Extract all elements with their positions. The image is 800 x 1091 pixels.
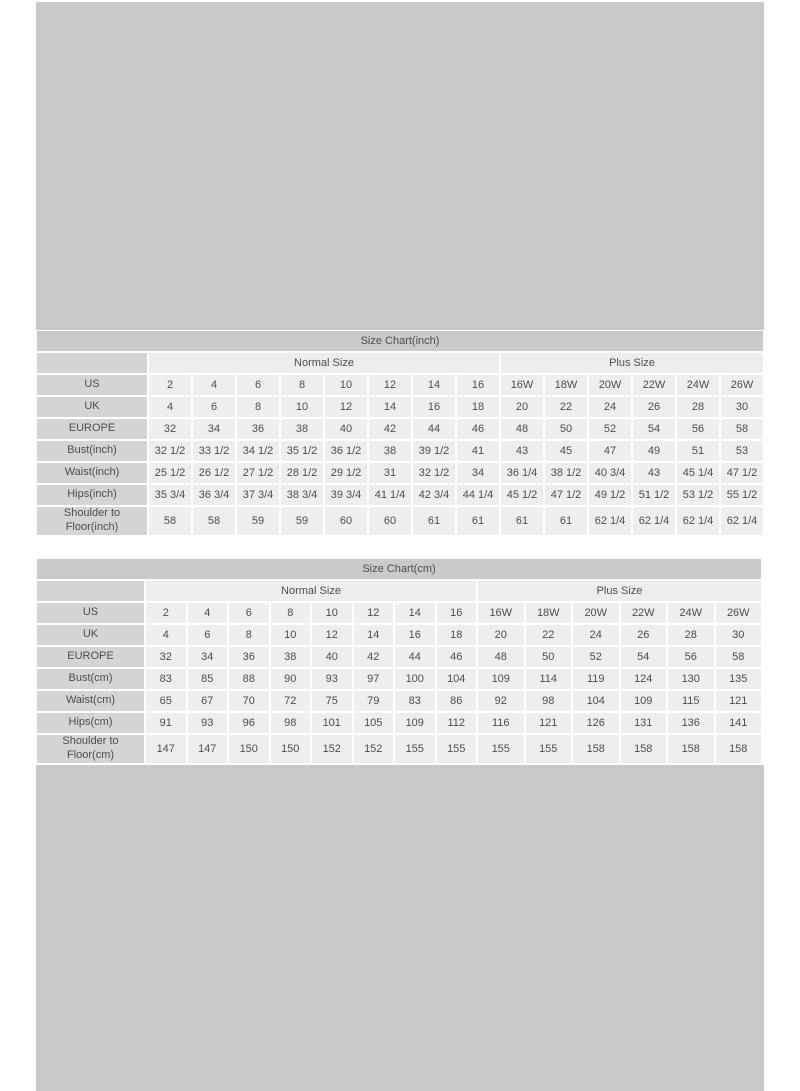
table-cell: 10 (312, 603, 352, 623)
table-cell: 49 (633, 441, 675, 461)
table-cell: 61 (545, 507, 587, 535)
table-cell: 39 1/2 (413, 441, 455, 461)
table-cell: 53 1/2 (677, 485, 719, 505)
table-cell: 60 (325, 507, 367, 535)
table-cell: 10 (271, 625, 311, 645)
row-label: UK (37, 625, 144, 645)
group-header-row (37, 353, 763, 373)
table-cell: 58 (716, 647, 762, 667)
table-cell: 115 (668, 691, 714, 711)
table-cell: 24W (677, 375, 719, 395)
table-cell: 59 (281, 507, 323, 535)
row-label: Waist(cm) (37, 691, 144, 711)
table-cell: 46 (437, 647, 477, 667)
table-cell: 14 (369, 397, 411, 417)
table-cell: 88 (229, 669, 269, 689)
table-cell: 47 1/2 (721, 463, 763, 483)
group-header: Plus Size (478, 581, 761, 601)
table-cell: 36 (237, 419, 279, 439)
table-cell: 26W (721, 375, 763, 395)
table-cell: 85 (188, 669, 228, 689)
table-cell: 10 (281, 397, 323, 417)
table-cell: 55 1/2 (721, 485, 763, 505)
table-cell: 96 (229, 713, 269, 733)
row-label: Bust(inch) (37, 441, 147, 461)
table-cell: 26W (716, 603, 762, 623)
corner-cell (37, 581, 144, 601)
table-cell: 18 (457, 397, 499, 417)
row-label: US (37, 603, 144, 623)
size-chart-cm-section (35, 557, 765, 765)
table-row (37, 691, 761, 711)
table-cell: 24 (573, 625, 619, 645)
table-cell: 2 (149, 375, 191, 395)
table-cell: 6 (237, 375, 279, 395)
table-cell: 152 (354, 735, 394, 763)
table-cell: 116 (478, 713, 524, 733)
table-cell: 16 (457, 375, 499, 395)
table-cell: 37 3/4 (237, 485, 279, 505)
table-cell: 36 1/2 (325, 441, 367, 461)
table-row (37, 735, 761, 763)
table-cell: 112 (437, 713, 477, 733)
table-cell: 8 (237, 397, 279, 417)
table-cell: 119 (573, 669, 619, 689)
table-cell: 4 (193, 375, 235, 395)
table-cell: 58 (193, 507, 235, 535)
table-cell: 45 1/4 (677, 463, 719, 483)
table-cell: 20W (589, 375, 631, 395)
table-cell: 32 1/2 (149, 441, 191, 461)
table-cell: 36 3/4 (193, 485, 235, 505)
table-cell: 28 (668, 625, 714, 645)
table-cell: 126 (573, 713, 619, 733)
table-cell: 104 (573, 691, 619, 711)
table-row (37, 647, 761, 667)
row-label: Hips(cm) (37, 713, 144, 733)
table-cell: 61 (501, 507, 543, 535)
table-cell: 65 (146, 691, 186, 711)
table-cell: 70 (229, 691, 269, 711)
row-label: Hips(inch) (37, 485, 147, 505)
table-cell: 79 (354, 691, 394, 711)
row-label: EUROPE (37, 419, 147, 439)
table-cell: 22W (621, 603, 667, 623)
table-cell: 62 1/4 (633, 507, 675, 535)
table-cell: 30 (716, 625, 762, 645)
table-cell: 40 (312, 647, 352, 667)
table-cell: 158 (573, 735, 619, 763)
table-cell: 34 1/2 (237, 441, 279, 461)
table-cell: 92 (478, 691, 524, 711)
row-label: EUROPE (37, 647, 144, 667)
table-row (37, 397, 763, 417)
table-cell: 43 (633, 463, 675, 483)
table-row (37, 603, 761, 623)
table-cell: 16 (395, 625, 435, 645)
table-cell: 83 (395, 691, 435, 711)
group-header-row (37, 581, 761, 601)
table-cell: 20W (573, 603, 619, 623)
table-cell: 6 (229, 603, 269, 623)
table-title-row (37, 331, 763, 351)
table-cell: 150 (229, 735, 269, 763)
table-cell: 42 (369, 419, 411, 439)
table-cell: 44 (395, 647, 435, 667)
table-cell: 12 (354, 603, 394, 623)
table-cell: 36 (229, 647, 269, 667)
table-cell: 48 (478, 647, 524, 667)
group-header: Normal Size (149, 353, 499, 373)
table-cell: 135 (716, 669, 762, 689)
table-cell: 44 (413, 419, 455, 439)
table-cell: 131 (621, 713, 667, 733)
table-cell: 22W (633, 375, 675, 395)
table-cell: 32 (149, 419, 191, 439)
table-cell: 35 1/2 (281, 441, 323, 461)
table-cell: 27 1/2 (237, 463, 279, 483)
table-cell: 24 (589, 397, 631, 417)
size-chart-inch-section (35, 329, 765, 537)
table-cell: 141 (716, 713, 762, 733)
table-cell: 6 (188, 625, 228, 645)
table-cell: 42 (354, 647, 394, 667)
table-cell: 114 (526, 669, 572, 689)
table-cell: 16W (478, 603, 524, 623)
table-cell: 30 (721, 397, 763, 417)
table-cell: 34 (193, 419, 235, 439)
table-cell: 121 (526, 713, 572, 733)
row-label: Shoulder to Floor(cm) (37, 735, 144, 763)
table-cell: 4 (188, 603, 228, 623)
table-cell: 101 (312, 713, 352, 733)
table-cell: 59 (237, 507, 279, 535)
table-cell: 12 (312, 625, 352, 645)
table-cell: 35 3/4 (149, 485, 191, 505)
table-cell: 8 (229, 625, 269, 645)
table-cell: 24W (668, 603, 714, 623)
table-cell: 32 1/2 (413, 463, 455, 483)
table-cell: 16W (501, 375, 543, 395)
table-cell: 36 1/4 (501, 463, 543, 483)
table-row (37, 507, 763, 535)
table-cell: 26 (633, 397, 675, 417)
table-cell: 93 (312, 669, 352, 689)
table-cell: 26 1/2 (193, 463, 235, 483)
table-cell: 109 (395, 713, 435, 733)
table-cell: 28 1/2 (281, 463, 323, 483)
table-cell: 22 (545, 397, 587, 417)
table-cell: 20 (478, 625, 524, 645)
table-cell: 4 (149, 397, 191, 417)
product-image-placeholder-bottom (36, 765, 764, 1091)
row-label: UK (37, 397, 147, 417)
table-cell: 75 (312, 691, 352, 711)
table-cell: 4 (146, 625, 186, 645)
table-cell: 147 (146, 735, 186, 763)
table-cell: 2 (146, 603, 186, 623)
table-cell: 62 1/4 (589, 507, 631, 535)
table-cell: 26 (621, 625, 667, 645)
table-row (37, 441, 763, 461)
table-cell: 147 (188, 735, 228, 763)
row-label: Bust(cm) (37, 669, 144, 689)
table-title-row (37, 559, 761, 579)
table-cell: 53 (721, 441, 763, 461)
table-row (37, 375, 763, 395)
table-row (37, 463, 763, 483)
table-cell: 56 (677, 419, 719, 439)
table-cell: 130 (668, 669, 714, 689)
table-cell: 52 (573, 647, 619, 667)
table-cell: 14 (413, 375, 455, 395)
table-cell: 45 1/2 (501, 485, 543, 505)
table-cell: 8 (271, 603, 311, 623)
table-cell: 47 (589, 441, 631, 461)
size-chart-cm-table (35, 557, 763, 765)
table-cell: 152 (312, 735, 352, 763)
table-cell: 98 (271, 713, 311, 733)
corner-cell (37, 353, 147, 373)
table-row (37, 419, 763, 439)
table-cell: 104 (437, 669, 477, 689)
table-cell: 32 (146, 647, 186, 667)
table-cell: 47 1/2 (545, 485, 587, 505)
table-cell: 109 (621, 691, 667, 711)
table-cell: 14 (354, 625, 394, 645)
table-cell: 18 (437, 625, 477, 645)
table-cell: 34 (188, 647, 228, 667)
table-row (37, 669, 761, 689)
group-header: Normal Size (146, 581, 476, 601)
table-cell: 18W (526, 603, 572, 623)
group-header: Plus Size (501, 353, 763, 373)
table-cell: 28 (677, 397, 719, 417)
table-cell: 12 (369, 375, 411, 395)
table-row (37, 625, 761, 645)
table-cell: 58 (721, 419, 763, 439)
table-cell: 52 (589, 419, 631, 439)
table-cell: 38 1/2 (545, 463, 587, 483)
table-cell: 62 1/4 (677, 507, 719, 535)
table-cell: 155 (526, 735, 572, 763)
table-cell: 40 (325, 419, 367, 439)
table-cell: 10 (325, 375, 367, 395)
table-cell: 20 (501, 397, 543, 417)
table-cell: 61 (413, 507, 455, 535)
table-cell: 8 (281, 375, 323, 395)
product-image-placeholder-top (36, 2, 764, 330)
table-cell: 38 (271, 647, 311, 667)
table-cell: 50 (545, 419, 587, 439)
table-cell: 6 (193, 397, 235, 417)
table-cell: 98 (526, 691, 572, 711)
table-row (37, 485, 763, 505)
table-cell: 158 (716, 735, 762, 763)
table-cell: 67 (188, 691, 228, 711)
table-cell: 44 1/4 (457, 485, 499, 505)
table-cell: 58 (149, 507, 191, 535)
table-cell: 49 1/2 (589, 485, 631, 505)
table-cell: 46 (457, 419, 499, 439)
table-cell: 72 (271, 691, 311, 711)
size-chart-inch-table (35, 329, 765, 537)
table-title: Size Chart(inch) (37, 331, 763, 351)
table-cell: 29 1/2 (325, 463, 367, 483)
table-cell: 38 (281, 419, 323, 439)
table-cell: 34 (457, 463, 499, 483)
table-cell: 155 (437, 735, 477, 763)
table-cell: 86 (437, 691, 477, 711)
table-cell: 45 (545, 441, 587, 461)
table-cell: 18W (545, 375, 587, 395)
table-cell: 121 (716, 691, 762, 711)
row-label: Shoulder to Floor(inch) (37, 507, 147, 535)
table-cell: 97 (354, 669, 394, 689)
table-cell: 56 (668, 647, 714, 667)
table-cell: 83 (146, 669, 186, 689)
table-cell: 16 (437, 603, 477, 623)
table-cell: 100 (395, 669, 435, 689)
table-title: Size Chart(cm) (37, 559, 761, 579)
table-cell: 109 (478, 669, 524, 689)
table-cell: 51 (677, 441, 719, 461)
table-cell: 105 (354, 713, 394, 733)
table-cell: 90 (271, 669, 311, 689)
table-cell: 38 (369, 441, 411, 461)
table-cell: 54 (621, 647, 667, 667)
table-cell: 41 1/4 (369, 485, 411, 505)
table-cell: 16 (413, 397, 455, 417)
table-cell: 22 (526, 625, 572, 645)
row-label: US (37, 375, 147, 395)
table-cell: 150 (271, 735, 311, 763)
table-cell: 136 (668, 713, 714, 733)
row-label: Waist(inch) (37, 463, 147, 483)
table-cell: 39 3/4 (325, 485, 367, 505)
table-cell: 158 (621, 735, 667, 763)
table-cell: 12 (325, 397, 367, 417)
table-cell: 31 (369, 463, 411, 483)
table-row (37, 713, 761, 733)
table-cell: 155 (395, 735, 435, 763)
table-cell: 54 (633, 419, 675, 439)
table-cell: 158 (668, 735, 714, 763)
table-cell: 91 (146, 713, 186, 733)
table-cell: 50 (526, 647, 572, 667)
table-cell: 48 (501, 419, 543, 439)
table-cell: 43 (501, 441, 543, 461)
table-cell: 38 3/4 (281, 485, 323, 505)
table-cell: 25 1/2 (149, 463, 191, 483)
table-cell: 93 (188, 713, 228, 733)
table-cell: 42 3/4 (413, 485, 455, 505)
table-cell: 155 (478, 735, 524, 763)
table-cell: 62 1/4 (721, 507, 763, 535)
table-cell: 51 1/2 (633, 485, 675, 505)
table-cell: 14 (395, 603, 435, 623)
table-cell: 61 (457, 507, 499, 535)
table-cell: 41 (457, 441, 499, 461)
table-cell: 40 3/4 (589, 463, 631, 483)
table-cell: 60 (369, 507, 411, 535)
table-cell: 124 (621, 669, 667, 689)
table-cell: 33 1/2 (193, 441, 235, 461)
